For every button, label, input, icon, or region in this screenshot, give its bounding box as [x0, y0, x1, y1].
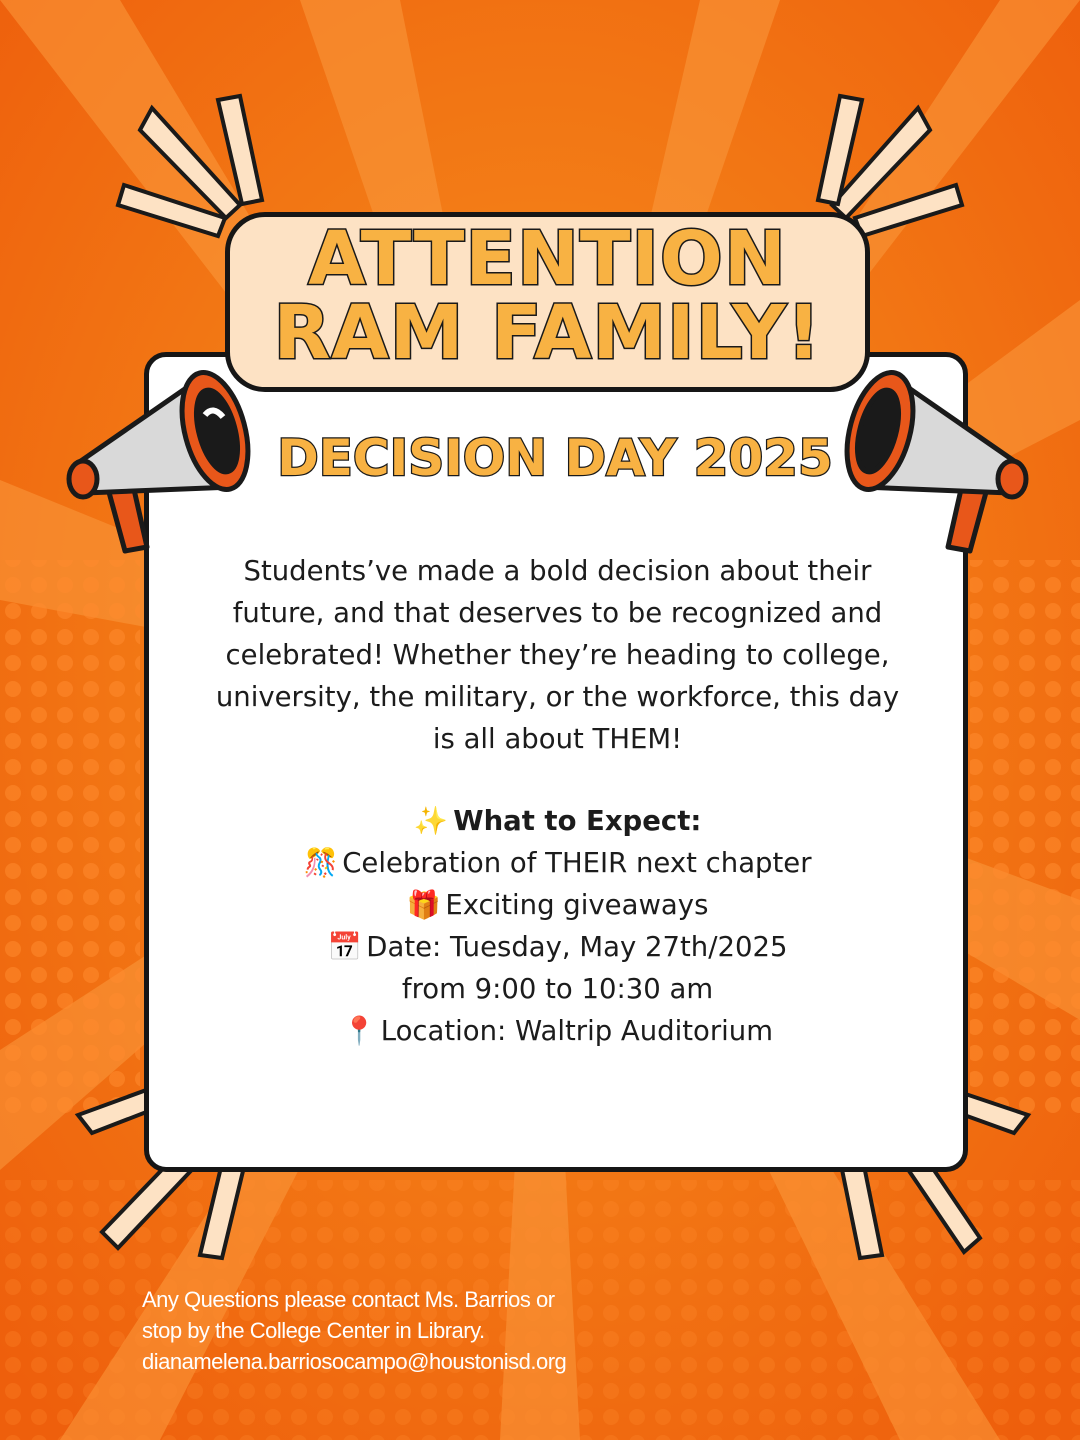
intro-paragraph — [170, 550, 945, 760]
list-item-text: Celebration of THEIR next chapter — [342, 847, 812, 879]
list-item-text: from 9:00 to 10:30 am — [401, 973, 714, 1005]
footer-line: stop by the College Center in Library. — [142, 1318, 485, 1343]
intro-line: future, and that deserves to be recognized and — [232, 597, 883, 629]
headline-title — [225, 216, 870, 376]
pin-icon: 📍 — [341, 1015, 377, 1047]
what-to-expect-heading: ✨ What to Expect: — [170, 800, 945, 842]
headline-line-2: RAM FAMILY! — [273, 290, 822, 376]
contact-footer — [142, 1284, 662, 1377]
list-item — [170, 926, 945, 968]
list-item-text: Date: Tuesday, May 27th/2025 — [366, 931, 788, 963]
list-item-text: Location: Waltrip Auditorium — [380, 1015, 774, 1047]
intro-line: university, the military, or the workforce, this day — [215, 681, 900, 713]
intro-line: is all about THEM! — [432, 723, 683, 755]
footer-line: Any Questions please contact Ms. Barrios or — [142, 1287, 555, 1312]
list-item-text: Exciting giveaways — [445, 889, 709, 921]
list-item — [170, 1010, 945, 1052]
list-item — [170, 968, 945, 1010]
intro-line: celebrated! Whether they’re heading to college, — [225, 639, 890, 671]
confetti-icon: 🎊 — [303, 847, 338, 879]
list-item — [170, 884, 945, 926]
decision-day-title: DECISION DAY 2025 — [277, 429, 833, 487]
intro-line: Students’ve made a bold decision about their — [243, 555, 872, 587]
calendar-icon: 📅 — [327, 931, 362, 963]
gift-icon: 🎁 — [406, 889, 441, 921]
contact-email-link[interactable]: dianamelena.barriosocampo@houstonisd.org — [142, 1349, 567, 1374]
what-to-expect-list — [170, 800, 945, 1052]
list-item — [170, 842, 945, 884]
sparkles-icon: ✨ — [413, 805, 448, 837]
headline-line-1: ATTENTION — [308, 216, 787, 302]
